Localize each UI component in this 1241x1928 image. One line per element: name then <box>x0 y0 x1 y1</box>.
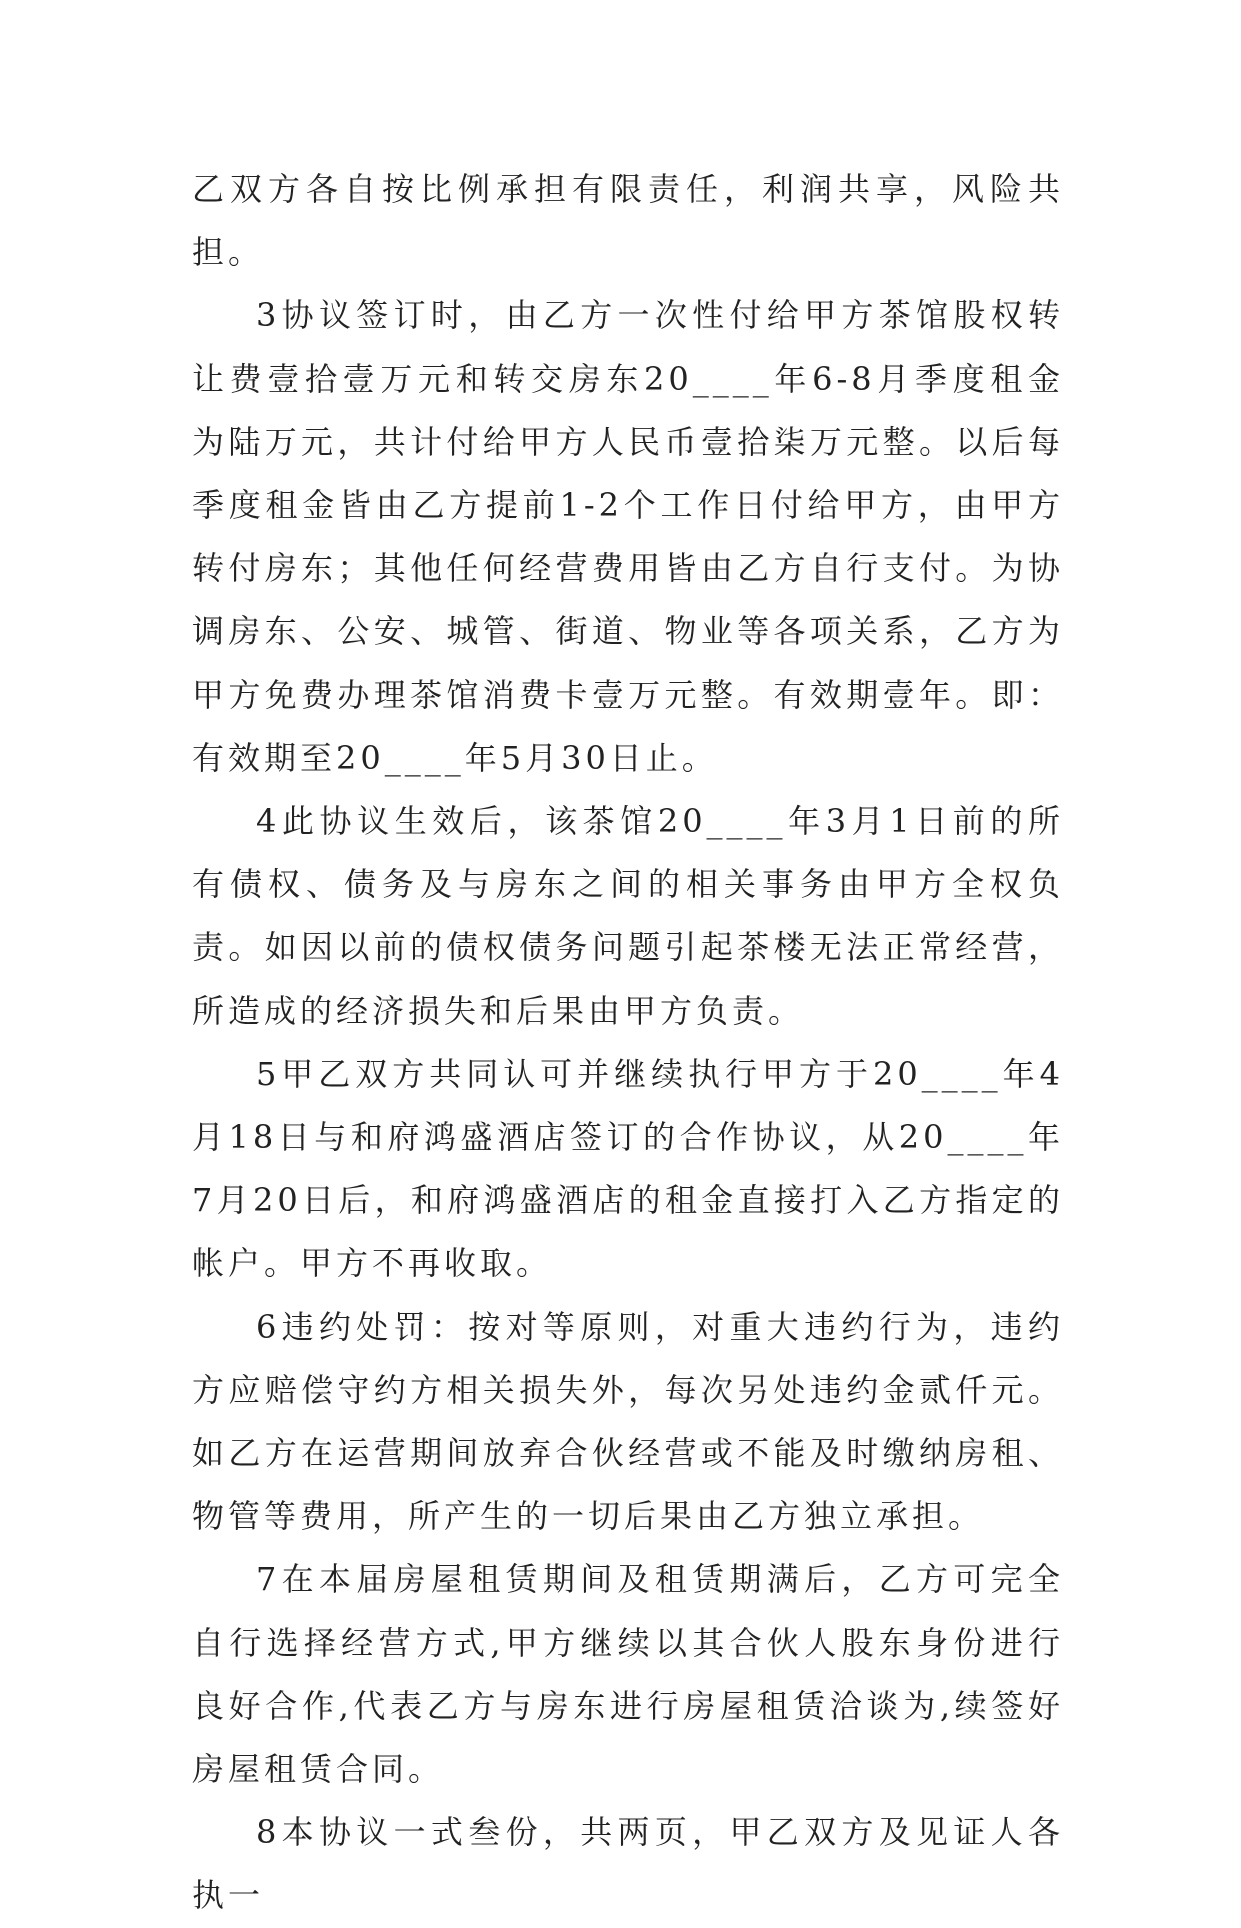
paragraph-clause-6: 6违约处罚：按对等原则，对重大违约行为，违约方应赔偿守约方相关损失外，每次另处违约金贰仟元。如乙方在运营期间放弃合伙经营或不能及时缴纳房租、物管等费用，所产生的一切后果由乙方独立承担。 <box>192 1307 1064 1536</box>
paragraph-clause-3: 3协议签订时，由乙方一次性付给甲方茶馆股权转让费壹拾壹万元和转交房东20____年6-8月季度租金为陆万元，共计付给甲方人民币壹拾柒万元整。以后每季度租金皆由乙方提前1-2个工作日付给甲方，由甲方转付房东；其他任何经营费用皆由乙方自行支付。为协调房东、公安、城管、街道、物业等各项关系，乙方为甲方免费办理茶馆消费卡壹万元整。有效期壹年。即：有效期至20____年5月30日止。 <box>192 296 1064 777</box>
document-body <box>192 158 1064 1928</box>
paragraph-clause-4: 4此协议生效后，该茶馆20____年3月1日前的所有债权、债务及与房东之间的相关事务由甲方全权负责。如因以前的债权债务问题引起茶楼无法正常经营，所造成的经济损失和后果由甲方负责。 <box>192 802 1064 1030</box>
paragraph-clause-7: 7在本届房屋租赁期间及租赁期满后，乙方可完全自行选择经营方式,甲方继续以其合伙人股东身份进行良好合作,代表乙方与房东进行房屋租赁洽谈为,续签好房屋租赁合同。 <box>192 1560 1064 1789</box>
paragraph-clause-8: 8本协议一式叁份，共两页，甲乙双方及见证人各执一 <box>192 1813 1064 1915</box>
paragraph-continuation: 乙双方各自按比例承担有限责任，利润共享，风险共担。 <box>192 170 1064 272</box>
paragraph-clause-5: 5甲乙双方共同认可并继续执行甲方于20____年4月18日与和府鸿盛酒店签订的合作协议，从20____年7月20日后，和府鸿盛酒店的租金直接打入乙方指定的帐户。甲方不再收取。 <box>192 1054 1064 1283</box>
